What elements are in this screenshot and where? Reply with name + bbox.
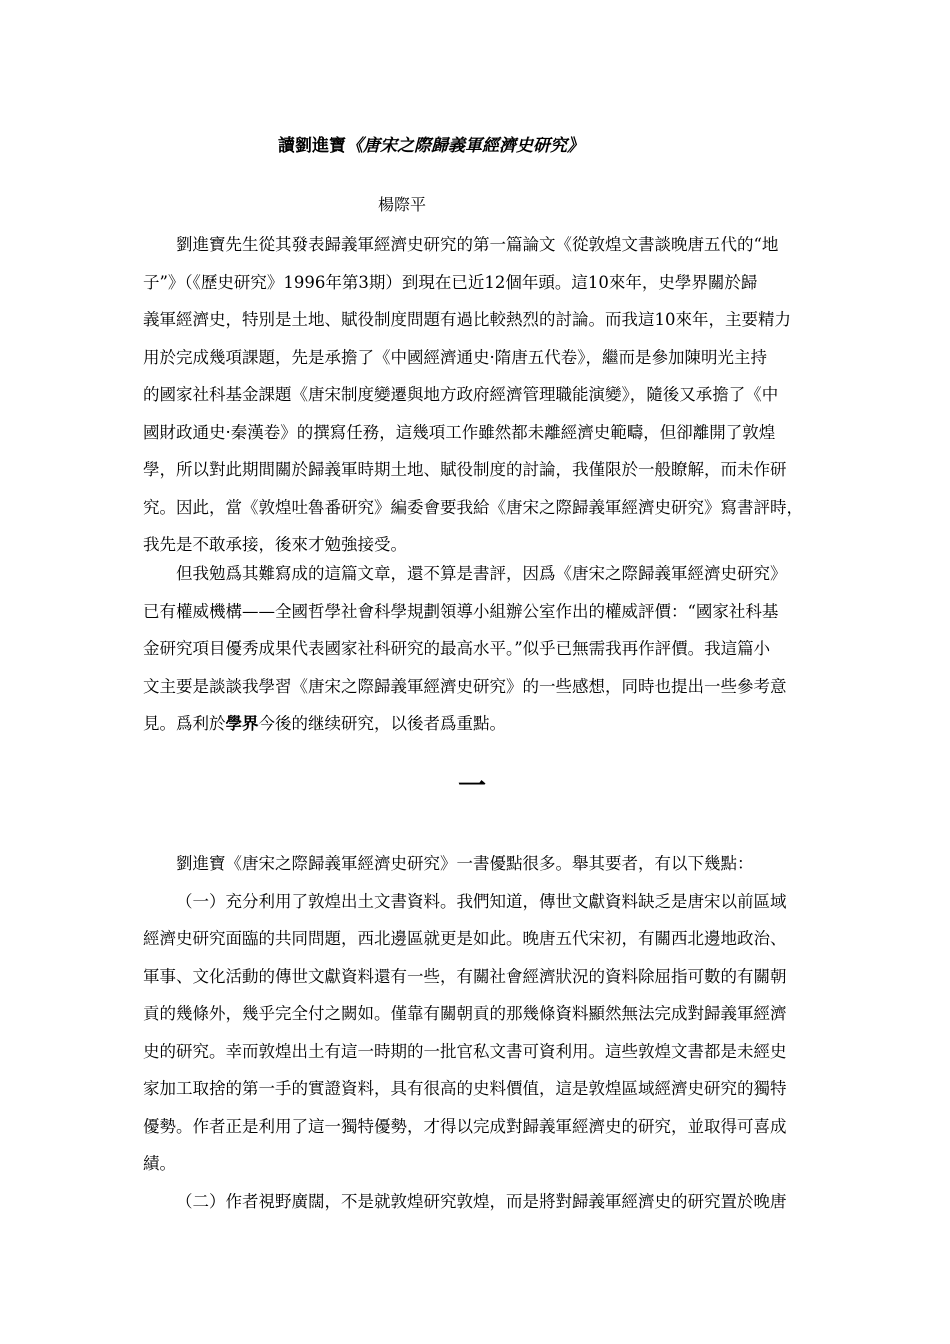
paragraph-line-last [143, 705, 809, 743]
paragraph-line: 已有權威機構——全國哲學社會科學規劃領導小組辦公室作出的權威評價：“國家社科基 [143, 601, 779, 621]
paragraph-line: 國財政通史·秦漢卷》的撰寫任務，這幾項工作雖然都未離經濟史範疇，但卻離開了敦煌 [143, 422, 776, 442]
paragraph-line: 優勢。作者正是利用了這一獨特優勢，才得以完成對歸義軍經濟史的研究，並取得可喜成 [143, 1116, 787, 1136]
section-number: 一 [458, 769, 487, 802]
paragraph-line: （二）作者視野廣闊，不是就敦煌研究敦煌，而是將對歸義軍經濟史的研究置於晚唐 [176, 1191, 787, 1211]
paragraph-line: （一）充分利用了敦煌出土文書資料。我們知道，傳世文獻資料缺乏是唐宋以前區域 [176, 891, 787, 911]
paragraph-line: 義軍經濟史，特別是土地、賦役制度問題有過比較熱烈的討論。而我這10來年，主要精力 [143, 310, 791, 329]
text-segment: 今後的继续研究，以後者爲重點。 [258, 714, 506, 733]
paragraph-3 [143, 845, 809, 1220]
paragraph-line: 究。因此，當《敦煌吐魯番研究》編委會要我給《唐宋之際歸義軍經濟史研究》寫書評時， [143, 497, 803, 517]
paragraph-line: 劉進寶先生從其發表歸義軍經濟史研究的第一篇論文《從敦煌文書談晚唐五代的“地 [176, 235, 779, 254]
paragraph-line: 學，所以對此期間關於歸義軍時期土地、賦役制度的討論，我僅限於一般瞭解，而未作研 [143, 460, 787, 479]
paragraph-line: 軍事、文化活動的傳世文獻資料還有一些，有關社會經濟狀況的資料除屈指可數的有關朝 [143, 966, 787, 986]
title-book-name: 《唐宋之際歸義軍經濟史研究》 [346, 136, 584, 156]
paragraph-1 [143, 226, 809, 564]
paragraph-line: 但我勉爲其難寫成的這篇文章，還不算是書評，因爲《唐宋之際歸義軍經濟史研究》 [176, 564, 787, 583]
paragraph-line: 我先是不敢承接，後來才勉強接受。 [143, 535, 407, 554]
paragraph-line: 史的研究。幸而敦煌出土有這一時期的一批官私文書可資利用。這些敦煌文書都是未經史 [143, 1041, 787, 1061]
text-segment: 見。爲利於 [143, 714, 226, 733]
paragraph-line: 用於完成幾項課題，先是承擔了《中國經濟通史·隋唐五代卷》，繼而是參加陳明光主持 [143, 347, 767, 367]
paragraph-line: 貢的幾條外，幾乎完全付之闕如。僅靠有關朝貢的那幾條資料顯然無法完成對歸義軍經濟 [143, 1004, 787, 1023]
paragraph-line: 經濟史研究面臨的共同問題，西北邊區就更是如此。晚唐五代宋初，有關西北邊地政治、 [143, 929, 787, 948]
article-title [278, 135, 584, 157]
paragraph-line: 劉進寶《唐宋之際歸義軍經濟史研究》一書優點很多。舉其要者，有以下幾點： [176, 854, 754, 873]
paragraph-line: 的國家社科基金課題《唐宋制度變遷與地方政府經濟管理職能演變》，隨後又承擔了《中 [143, 385, 779, 404]
paragraph-line: 金研究項目優秀成果代表國家社科研究的最高水平。”似乎已無需我再作評價。我這篇小 [143, 639, 771, 658]
bold-text-segment: 學界 [225, 714, 259, 733]
title-prefix: 讀劉進寶 [278, 136, 346, 156]
author-name: 楊際平 [378, 195, 427, 214]
paragraph-line: 家加工取捨的第一手的實證資料，具有很高的史料價值，這是敦煌區域經濟史研究的獨特 [143, 1079, 787, 1098]
paragraph-line: 子”》（《歷史研究》1996年第3期）到現在已近12個年頭。這10來年，史學界關於歸 [143, 272, 758, 292]
paragraph-line: 績。 [143, 1154, 176, 1173]
paragraph-2 [143, 555, 809, 743]
paragraph-line: 文主要是談談我學習《唐宋之際歸義軍經濟史研究》的一些感想，同時也提出一些參考意 [143, 676, 787, 696]
